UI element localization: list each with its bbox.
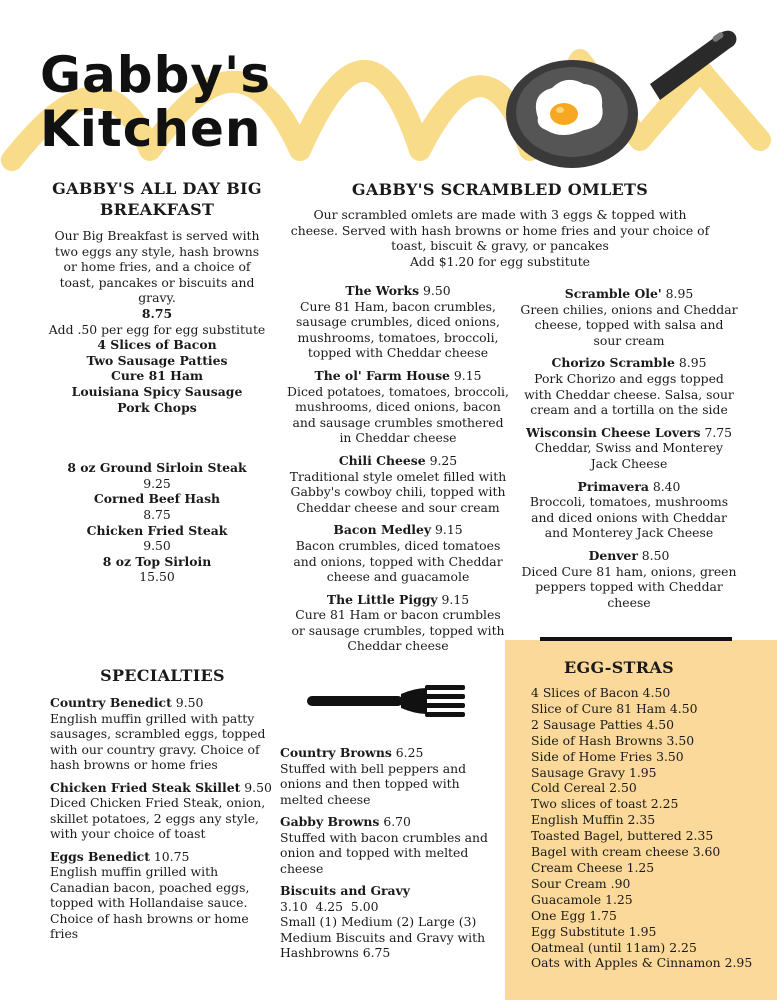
side-price: 6.70 [383,814,411,829]
eggstra-name: Cold Cereal [531,780,606,796]
specialty-name: Country Benedict [50,695,172,710]
eggstra-item [531,892,771,908]
omlet-item [520,286,738,348]
specialty-price: 9.50 [175,695,204,710]
omlet-desc: Pork Chorizo and eggs topped with Cheddar cheese. Salsa, sour cream and a tortilla on the side [524,370,734,418]
meat-item: Louisiana Spicy Sausage [71,383,243,399]
steak-price: 9.50 [143,538,171,554]
eggstra-price: 3.50 [656,748,684,764]
steak-name: 8 oz Ground Sirloin Steak [67,460,247,476]
big-breakfast-description: Our Big Breakfast is served with two eggs any style, hash browns or home fries, and a choice of toast, pancakes or biscuits and gravy. [54,228,260,306]
big-breakfast-section [48,178,266,585]
side-desc: Stuffed with bell peppers and onions and then topped with melted cheese [280,760,467,807]
eggstra-name: Oatmeal (until 11am) [531,939,666,955]
eggstra-item [531,844,771,860]
eggstra-price: 2.95 [724,955,753,971]
big-breakfast-add-note: Add .50 per egg for egg substitute [48,321,266,337]
eggstra-name: Oats with Apples & Cinnamon [531,955,721,971]
eggstra-name: English Muffin [531,812,624,828]
meat-item: 4 Slices of Bacon [97,337,217,353]
eggstra-price: 1.25 [605,891,633,907]
omlet-desc: Broccoli, tomatoes, mushrooms and diced onions with Cheddar and Monterey Jack Cheese [529,494,729,541]
eggstra-item [531,940,771,956]
eggstra-price: 2.35 [627,812,656,828]
eggstra-name: 2 Sausage Patties [531,716,643,732]
side-price: 6.25 [395,745,424,760]
meat-item: Two Sausage Patties [86,352,228,368]
eggstra-item [531,908,771,924]
eggstra-name: Sausage Gravy [531,764,626,780]
omlets-title: GABBY'S SCRAMBLED OMLETS [351,180,649,199]
omlet-price: 9.25 [429,452,458,468]
omlet-item [287,522,509,584]
eggstra-name: 4 Slices of Bacon [531,685,639,700]
eggstra-name: Two slices of toast [531,796,647,812]
eggstras-section [531,658,771,971]
frying-pan-egg-icon [500,22,740,172]
side-name: Biscuits and Gravy [280,883,410,898]
omlet-item [520,355,738,417]
omlet-name: Denver [588,547,638,563]
omlet-name: Wisconsin Cheese Lovers [525,424,701,440]
omlet-item [287,368,509,446]
eggstra-item [531,860,771,876]
meat-item: Cure 81 Ham [111,368,203,384]
eggstras-divider [540,637,732,641]
omlet-name: Scramble Ole' [564,286,662,301]
omlet-price: 9.15 [441,591,470,607]
omlet-item [520,548,738,610]
side-price: 3.10 4.25 5.00 [280,898,379,914]
omlet-desc: Cheddar, Swiss and Monterey Jack Cheese [534,440,724,471]
big-breakfast-price: 8.75 [141,305,173,321]
eggstra-item [531,796,771,812]
steak-name: Corned Beef Hash [93,491,221,507]
eggstra-item [531,685,771,701]
omlet-item [287,592,509,654]
eggstra-price: 1.95 [628,923,657,939]
side-item [280,883,505,961]
eggstra-name: Egg Substitute [531,923,625,939]
eggstra-price: 3.50 [666,732,695,748]
omlet-item [287,453,509,515]
meat-item: Pork Chops [117,399,197,415]
eggstra-price: 1.95 [628,764,657,780]
eggstra-price: 1.25 [626,859,655,875]
eggstra-item [531,876,771,892]
omlet-desc: Cure 81 Ham, bacon crumbles, sausage crumbles, diced onions, mushrooms, tomatoes, broccoli, topped with Cheddar cheese [296,298,500,361]
eggstra-price: 2.50 [609,780,637,796]
omlet-price: 8.95 [678,355,707,371]
side-item [280,745,505,807]
eggstra-price: 4.50 [646,716,674,732]
specialty-name: Eggs Benedict [50,848,150,864]
omlet-name: Chorizo Scramble [551,355,675,371]
sides-section [280,745,505,968]
eggstra-name: Guacamole [531,891,602,907]
steak-name: Chicken Fried Steak [86,522,228,538]
omlet-price: 9.15 [435,522,463,538]
specialty-item [50,780,275,842]
eggstra-item [531,924,771,940]
omlet-name: Primavera [577,478,649,494]
specialty-desc: English muffin grilled with patty sausages, scrambled eggs, topped with our country gravy. Choice of hash browns or home fries [50,710,266,772]
side-desc: Small (1) Medium (2) Large (3) Medium Biscuits and Gravy with Hashbrowns 6.75 [280,914,486,960]
logo [40,48,271,156]
eggstra-price: 2.25 [650,796,679,812]
omlet-name: Bacon Medley [333,522,432,538]
specialty-price: 9.50 [244,779,272,795]
omlet-item [520,425,738,472]
eggstra-name: One Egg [531,907,586,923]
eggstra-price: 2.35 [685,828,714,844]
eggstra-item [531,749,771,765]
fork-icon [305,680,467,722]
omlets-add-note: Add $1.20 for egg substitute [409,253,591,269]
eggstra-price: .90 [610,875,631,891]
omlet-desc: Traditional style omelet filled with Gabby's cowboy chili, topped with Cheddar cheese and sour cream [289,468,507,515]
eggstra-item [531,955,771,971]
steak-price: 9.25 [143,475,171,491]
omlet-item [520,479,738,541]
side-desc: Stuffed with bacon crumbles and onion and topped with melted cheese [280,829,488,876]
eggstra-name: Side of Hash Browns [531,732,663,748]
omlet-price: 7.75 [704,424,733,440]
omlet-price: 8.50 [641,547,670,563]
eggstra-name: Side of Home Fries [531,748,653,764]
eggstra-name: Sour Cream [531,875,607,891]
omlet-desc: Diced Cure 81 ham, onions, green peppers topped with Cheddar cheese [521,563,737,610]
omlet-name: Chili Cheese [338,452,426,468]
eggstra-name: Cream Cheese [531,859,623,875]
side-name: Gabby Browns [280,814,380,829]
specialty-item [50,695,275,773]
eggstras-list [531,685,771,971]
eggstra-price: 2.25 [669,939,697,955]
specialty-name: Chicken Fried Steak Skillet [50,779,241,795]
omlet-name: The ol' Farm House [314,367,450,383]
omlet-name: The Little Piggy [326,591,438,607]
eggstra-item [531,828,771,844]
side-name: Country Browns [280,745,392,760]
side-item [280,814,505,876]
eggstra-item [531,733,771,749]
steak-price: 8.75 [143,506,171,522]
eggstra-item [531,812,771,828]
omlets-right-column [520,286,738,617]
specialty-desc: English muffin grilled with Canadian bacon, poached eggs, topped with Hollandaise sauce. Choice of hash browns or home fries [50,864,250,941]
eggstra-item [531,765,771,781]
eggstra-name: Bagel with cream cheese [531,844,689,860]
specialties-title: SPECIALTIES [100,666,225,685]
eggstra-name: Slice of Cure 81 Ham [531,700,666,716]
specialty-price: 10.75 [153,848,190,864]
omlets-left-column [287,283,509,661]
omlet-price: 8.95 [665,286,694,301]
specialties-section [50,666,275,949]
logo-line-2: Kitchen [40,100,262,158]
eggstra-price: 1.75 [589,907,617,923]
omlet-item [287,283,509,361]
big-breakfast-title: GABBY'S ALL DAY BIG BREAKFAST [52,179,262,219]
meat-list [48,337,266,415]
eggstra-item [531,780,771,796]
specialty-desc: Diced Chicken Fried Steak, onion, skillet potatoes, 2 eggs any style, with your choice of toast [50,795,266,841]
eggstra-name: Toasted Bagel, buttered [531,828,682,844]
eggstra-price: 4.50 [642,685,671,700]
steak-name: 8 oz Top Sirloin [102,553,212,569]
eggstras-title: EGG-STRAS [564,658,674,677]
omlet-desc: Bacon crumbles, diced tomatoes and onions, topped with Cheddar cheese and guacamole [293,537,503,585]
omlet-price: 8.40 [652,478,681,494]
omlet-name: The Works [345,283,420,298]
steak-price: 15.50 [139,569,175,585]
eggstra-item [531,701,771,717]
omlet-desc: Green chilies, onions and Cheddar cheese, topped with salsa and sour cream [520,301,738,348]
specialty-item [50,849,275,942]
omlets-intro: Our scrambled omlets are made with 3 eggs & topped with cheese. Served with hash browns or home fries and your choice of toast, biscuit & gravy, or pancakes [290,207,710,254]
omlet-desc: Diced potatoes, tomatoes, broccoli, mushrooms, diced onions, bacon and sausage crumbles smothered in Cheddar cheese [287,383,509,446]
steak-list [48,460,266,585]
logo-line-1: Gabby's [40,46,272,104]
omlet-price: 9.15 [453,367,482,383]
omlet-desc: Cure 81 Ham or bacon crumbles or sausage crumbles, topped with Cheddar cheese [291,607,505,654]
eggstra-price: 4.50 [669,700,698,716]
eggstra-item [531,717,771,733]
omlet-price: 9.50 [423,283,451,298]
eggstra-price: 3.60 [692,844,721,860]
omlets-header [290,180,770,269]
